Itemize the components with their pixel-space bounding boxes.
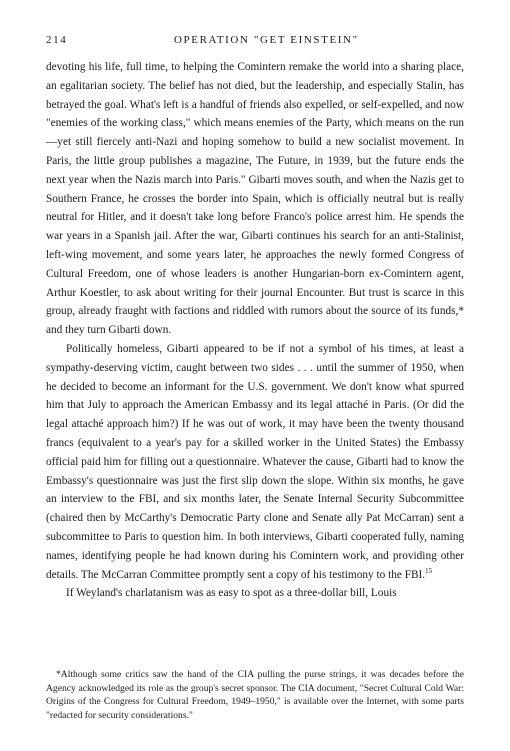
running-header — [46, 34, 466, 50]
page-number: 214 — [46, 34, 68, 46]
footnote-text: *Although some critics saw the hand of the CIA pulling the purse strings, it was decades before the Agency acknowledged its role as the group's secret sponsor. The CIA document, "Secret Cultural Cold War: Origins of the Congress for Cultural Freedom, 1949–1950," is available over the Internet, with some parts "redacted for security considerations." — [46, 669, 464, 721]
paragraph-1: devoting his life, full time, to helping the Comintern remake the world into a sharing place, an egalitarian society. The belief has not died, but the leadership, and especially Stalin, has betrayed the goal. What's left is a handful of friends also expelled, or self-expelled, and now "enemies of the working class," which means enemies of the Party, which means on the run—yet still fiercely anti-Nazi and hoping somehow to build a new socialist movement. In Paris, the little group publishes a magazine, The Future, in 1939, but the future ends the next year when the Nazis march into Paris." Gibarti moves south, and when the Nazis get to Southern France, he crosses the border into Spain, which is officially neutral but is really neutral for Hitler, and it doesn't take long before Franco's police arrest him. He spends the war years in a Spanish jail. After the war, Gibarti continues his search for an anti-Stalinist, left-wing movement, and some years later, he approaches the newly formed Congress of Cultural Freedom, one of whose leaders is another Hungarian-born ex-Comintern agent, Arthur Koestler, to ask about writing for their journal Encounter. But trust is scarce in this group, already fraught with factions and riddled with rumors about the source of its funds,* and they turn Gibarti down. — [46, 61, 464, 337]
endnote-marker: 15 — [425, 566, 433, 575]
paragraph-2 — [46, 340, 464, 584]
running-title: OPERATION "GET EINSTEIN" — [174, 34, 359, 46]
paragraph-3: If Weyland's charlatanism was as easy to spot as a three-dollar bill, Louis — [66, 587, 397, 600]
footnote — [46, 668, 464, 722]
paragraph-2-text: Politically homeless, Gibarti appeared to be if not a symbol of his times, at least a sympathy-deserving victim, caught between two sides . . . until the summer of 1950, when he decided to become an informant for the U.S. government. We don't know what spurred him that July to approach the American Embassy and its legal attaché in Paris. (Or did the legal attaché approach him?) If he was out of work, it may have been the twenty thousand francs (equivalent to a year's pay for a skilled worker in the United States) the Embassy official paid him for filling out a questionnaire. Whatever the cause, Gibarti had to know the Embassy's questionnaire was just the first slip down the slope. Within six months, he gave an interview to the FBI, and six months later, the Senate Internal Security Subcommittee (chaired then by McCarthy's Democratic Party clone and Senate ally Pat McCarran) sent a subcommittee to Paris to question him. In both interviews, Gibarti cooperated fully, naming names, identifying people he had known during his Comintern work, and providing other details. The McCarran Committee promptly sent a copy of his testimony to the FBI. — [46, 342, 464, 581]
body-text — [46, 58, 464, 603]
